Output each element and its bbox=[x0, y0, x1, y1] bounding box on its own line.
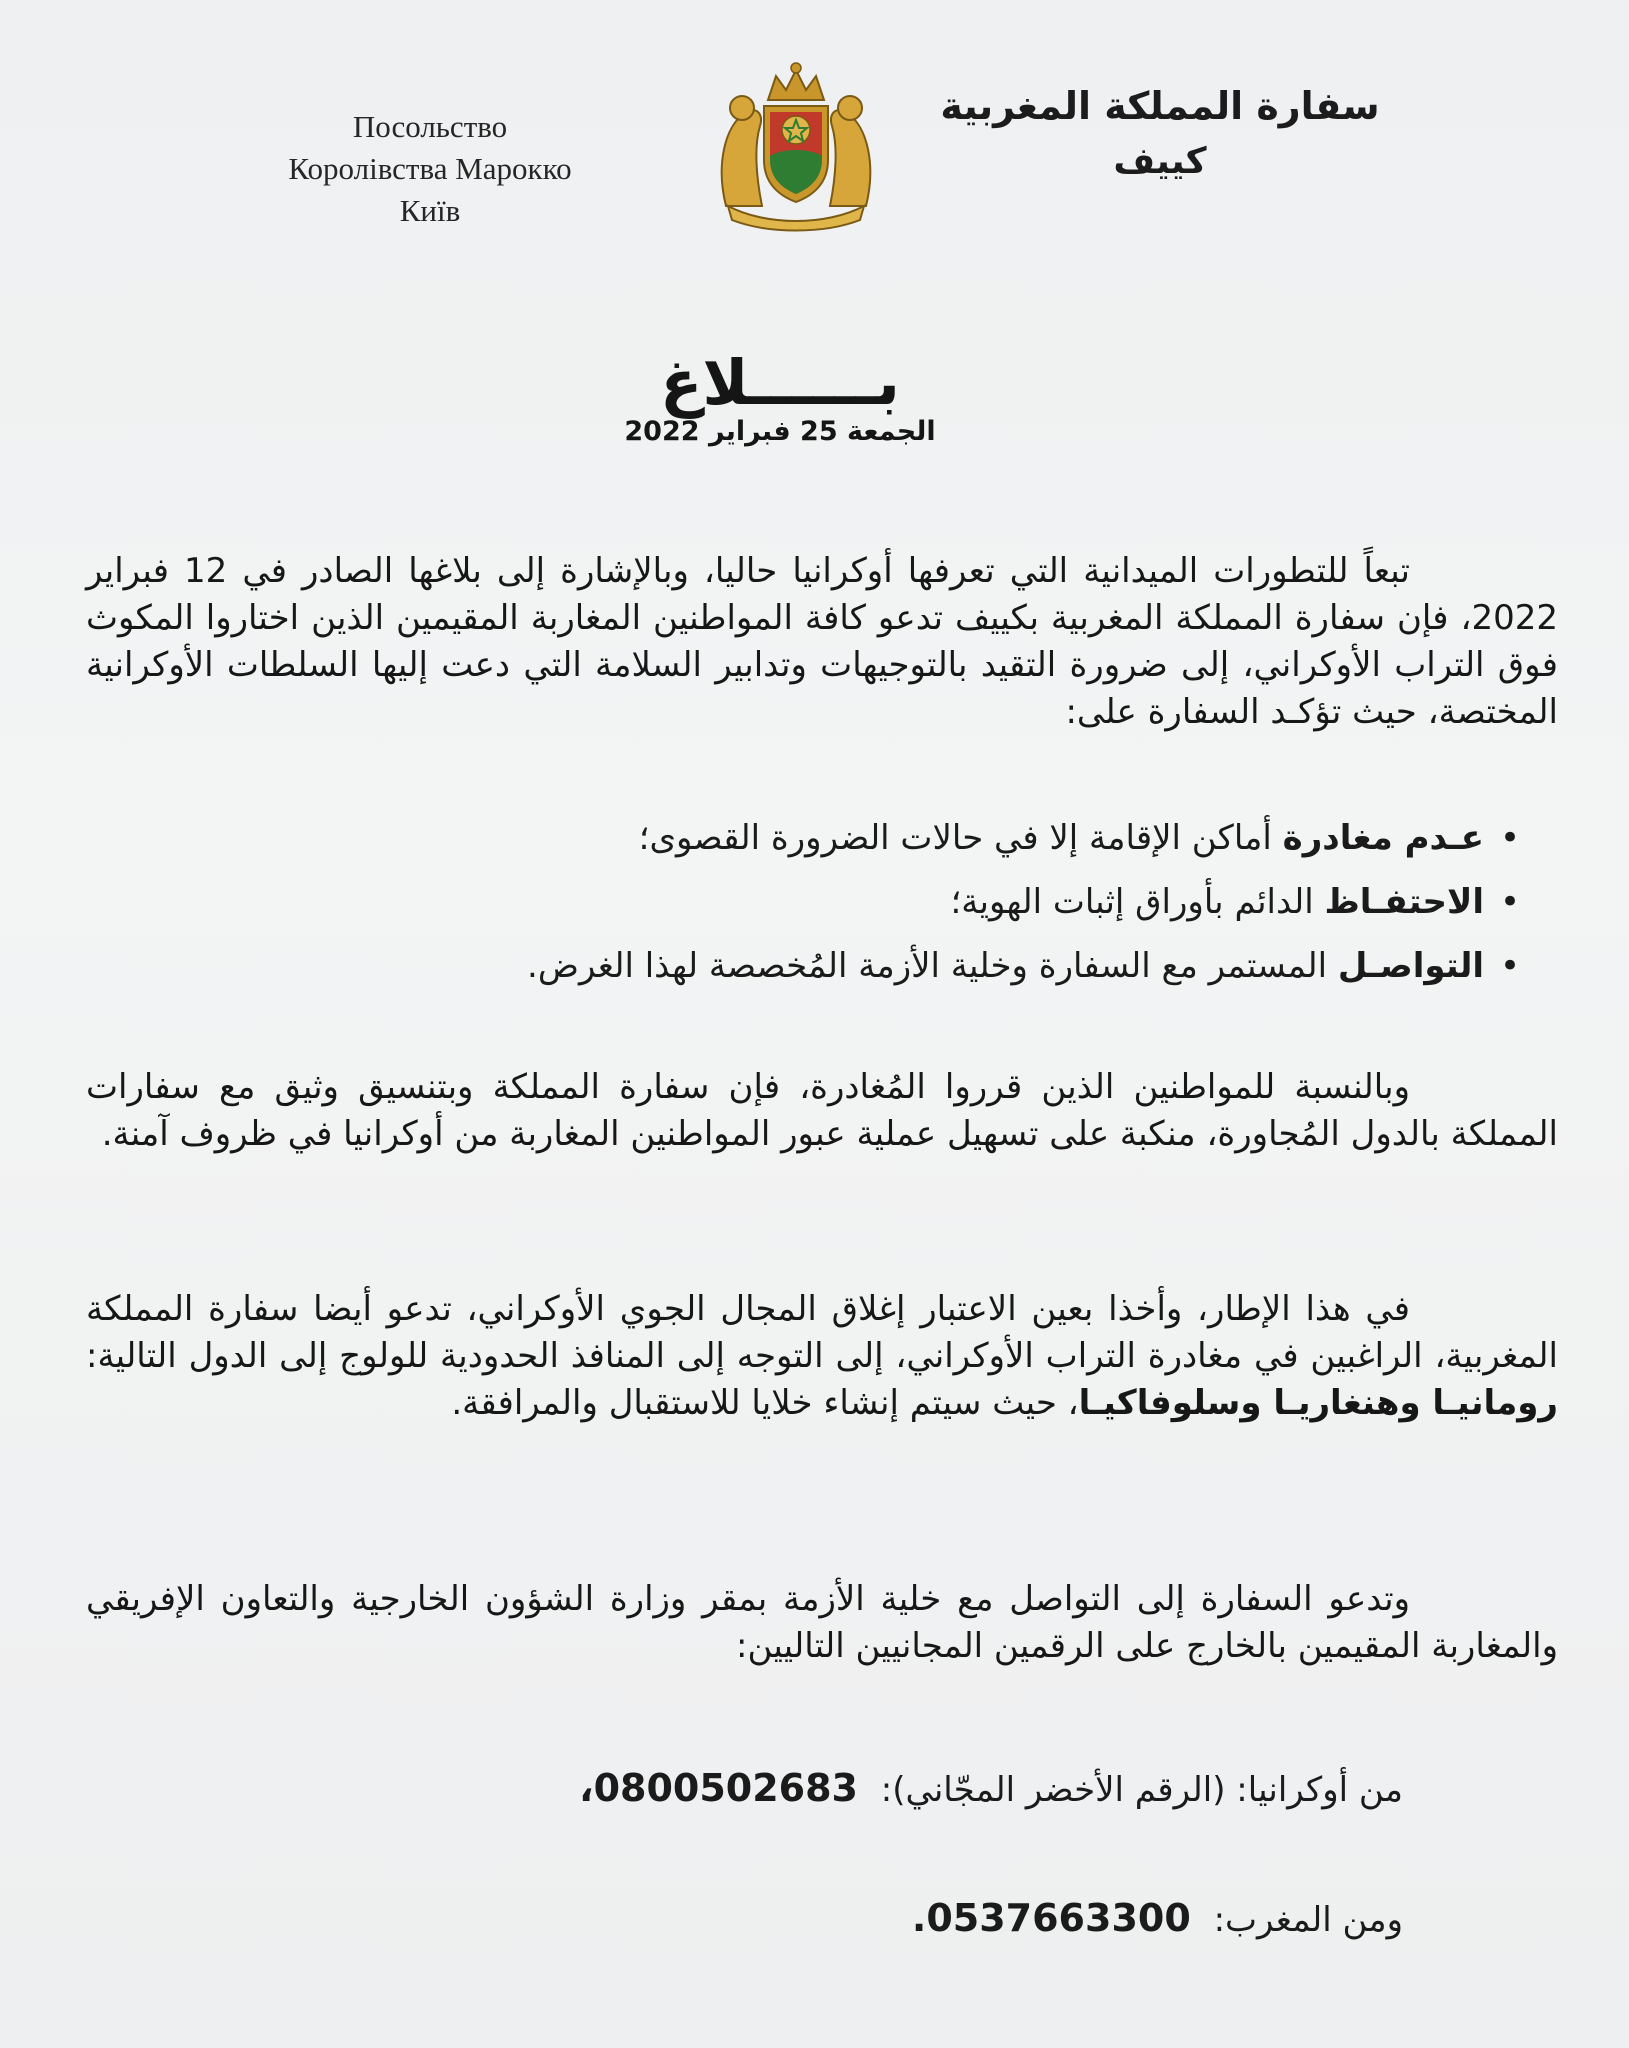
list-item bbox=[330, 934, 1520, 998]
instruction-list bbox=[330, 806, 1520, 998]
bullet-icon: • bbox=[1499, 882, 1520, 922]
document-date: الجمعة 25 فبراير 2022 bbox=[624, 416, 936, 447]
embassy-name-latin bbox=[230, 106, 630, 232]
paragraph-2-text: وبالنسبة للمواطنين الذين قرروا المُغادرة، فإن سفارة المملكة وبتنسيق وثيق مع سفارات المملكة بالدول المُجاورة، منكبة على تسهيل عملية عبور المواطنين المغاربة من أوكرانيا في ظروف آمنة. bbox=[86, 1067, 1558, 1154]
list-item bbox=[330, 870, 1520, 934]
paragraph-2 bbox=[86, 1064, 1558, 1158]
embassy-name-arabic bbox=[880, 78, 1440, 190]
embassy-line-3: Київ bbox=[399, 193, 461, 228]
document-title: بــــــلاغ bbox=[660, 346, 900, 419]
list-item-bold: عـدم مغادرة bbox=[1282, 818, 1484, 858]
list-item-text: المستمر مع السفارة وخلية الأزمة المُخصصة لهذا الغرض. bbox=[527, 946, 1328, 986]
contact-morocco-label: ومن المغرب: bbox=[1213, 1900, 1403, 1940]
paragraph-1-text: تبعاً للتطورات الميدانية التي تعرفها أوكرانيا حاليا، وبالإشارة إلى بلاغها الصادر في 12 فبراير 2022، فإن سفارة المملكة المغربية بكييف تدعو كافة المواطنين المغاربة المقيمين الذين اختاروا المكوث فوق التراب الأوكراني، إلى ضرورة التقيد بالتوجيهات وتدابير السلامة التي دعت إليها السلطات الأوكرانية المختصة، حيث تؤكـد السفارة على: bbox=[86, 551, 1558, 732]
paragraph-3-text bbox=[86, 1286, 1558, 1427]
list-item-text: الدائم بأوراق إثبات الهوية؛ bbox=[950, 882, 1314, 922]
list-item bbox=[330, 806, 1520, 870]
paragraph-4 bbox=[86, 1576, 1558, 1670]
contact-morocco-number: 0537663300. bbox=[911, 1896, 1191, 1940]
contact-ukraine-label: من أوكرانيا: (الرقم الأخضر المجّاني): bbox=[880, 1770, 1403, 1810]
list-item-bold: التواصـل bbox=[1337, 946, 1484, 986]
list-item-text: أماكن الإقامة إلا في حالات الضرورة القصوى؛ bbox=[638, 818, 1272, 858]
paragraph-3-end: ، حيث سيتم إنشاء خلايا للاستقبال والمرافقة. bbox=[451, 1383, 1079, 1423]
embassy-line-2: Королівства Марокко bbox=[288, 151, 572, 186]
contact-morocco bbox=[912, 1896, 1403, 1940]
contact-ukraine-number: 0800502683، bbox=[579, 1766, 858, 1810]
paragraph-1 bbox=[86, 548, 1558, 736]
embassy-name-arabic-text: سفارة المملكة المغربية bbox=[940, 84, 1380, 128]
bullet-icon: • bbox=[1499, 818, 1520, 858]
embassy-line-1: Посольство bbox=[352, 109, 508, 144]
paragraph-3-countries: رومانيـا وهنغاريـا وسلوفاكيـا bbox=[1078, 1383, 1558, 1423]
paragraph-3 bbox=[86, 1286, 1558, 1427]
contact-ukraine bbox=[579, 1766, 1403, 1810]
embassy-city-arabic: كييف bbox=[1113, 141, 1207, 182]
paragraph-4-text: وتدعو السفارة إلى التواصل مع خلية الأزمة بمقر وزارة الشؤون الخارجية والتعاون الإفريقي والمغاربة المقيمين بالخارج على الرقمين المجانيين التاليين: bbox=[86, 1579, 1558, 1666]
bullet-icon: • bbox=[1499, 946, 1520, 986]
coat-of-arms-icon bbox=[706, 56, 886, 232]
paragraph-3-start: في هذا الإطار، وأخذا بعين الاعتبار إغلاق المجال الجوي الأوكراني، تدعو أيضا سفارة المملكة المغربية، الراغبين في مغادرة التراب الأوكراني، إلى التوجه إلى المنافذ الحدودية للولوج إلى الدول التالية: bbox=[86, 1289, 1558, 1376]
list-item-bold: الاحتفـاظ bbox=[1324, 882, 1484, 922]
